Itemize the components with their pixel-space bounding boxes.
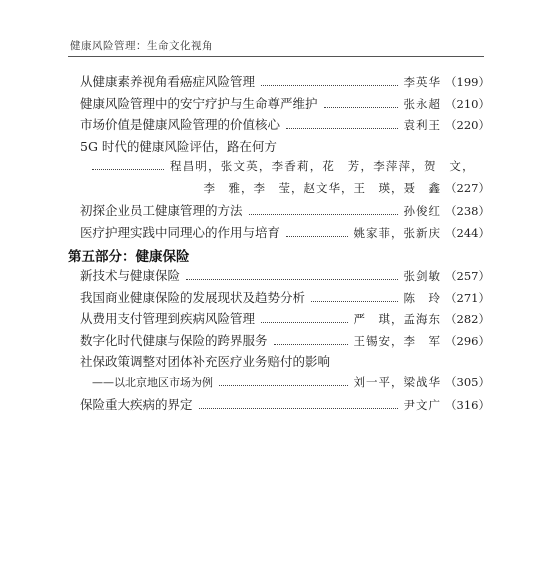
dot-leader bbox=[92, 159, 164, 170]
entry-title: 健康风险管理中的安宁疗护与生命尊严维护 bbox=[80, 95, 318, 111]
toc-entry[interactable] bbox=[68, 266, 490, 288]
entry-title: 从健康素养视角看癌症风险管理 bbox=[80, 74, 256, 89]
section-heading: 第五部分：健康保险 bbox=[68, 249, 190, 265]
toc-entry[interactable] bbox=[68, 288, 490, 310]
entry-page: （316） bbox=[445, 398, 490, 412]
toc-entry[interactable] bbox=[68, 94, 490, 116]
entry-page: （271） bbox=[445, 290, 490, 305]
toc-entry[interactable] bbox=[68, 352, 490, 374]
dot-leader bbox=[324, 97, 398, 108]
entry-subtitle: ——以北京地区市场为例 bbox=[92, 375, 213, 389]
entry-author: 王锡安，李 军 bbox=[353, 333, 442, 348]
dot-leader bbox=[286, 118, 398, 129]
toc-entry[interactable] bbox=[68, 115, 490, 137]
running-title: 健康风险管理：生命文化视角 bbox=[70, 40, 213, 52]
dot-leader bbox=[261, 75, 398, 86]
entry-author: 李英华 bbox=[403, 75, 442, 89]
entry-page: （238） bbox=[445, 204, 490, 218]
entry-title: 初探企业员工健康管理的方法 bbox=[80, 203, 243, 218]
entry-page: （199） bbox=[445, 75, 490, 89]
dot-leader bbox=[261, 312, 348, 323]
entry-author: 陈 玲 bbox=[403, 290, 442, 305]
entry-authors-line1: 程昌明，张文英，李香莉，花 芳，李萍萍，贺 文， bbox=[170, 159, 475, 173]
entry-author: 张剑敏 bbox=[403, 269, 442, 283]
entry-author: 袁利王 bbox=[403, 118, 442, 132]
entry-page: （210） bbox=[445, 96, 490, 111]
header-rule bbox=[68, 56, 484, 57]
entry-title: 医疗护理实践中同理心的作用与培育 bbox=[80, 224, 281, 240]
dot-leader bbox=[311, 291, 398, 302]
toc-entry-authors bbox=[68, 180, 490, 202]
entry-author: 张永超 bbox=[403, 96, 442, 111]
entry-page: （296） bbox=[445, 333, 490, 348]
toc-entry[interactable] bbox=[68, 223, 490, 245]
table-of-contents bbox=[68, 72, 490, 417]
toc-entry[interactable] bbox=[68, 331, 490, 353]
entry-page: （282） bbox=[445, 312, 490, 326]
dot-leader bbox=[249, 204, 398, 215]
entry-author: 孙俊红 bbox=[403, 204, 442, 218]
entry-author: 姚家菲，张新庆 bbox=[353, 225, 442, 240]
entry-title: 数字化时代健康与保险的跨界服务 bbox=[80, 332, 268, 348]
entry-author: 严 琪，孟海东 bbox=[353, 312, 442, 326]
toc-entry[interactable] bbox=[68, 395, 490, 417]
entry-title: 5G 时代的健康风险评估，路在何方 bbox=[80, 138, 277, 154]
toc-entry[interactable] bbox=[68, 72, 490, 94]
entry-title: 从费用支付管理到疾病风险管理 bbox=[80, 311, 256, 326]
entry-title: 保险重大疾病的界定 bbox=[80, 397, 193, 412]
dot-leader bbox=[199, 398, 398, 409]
entry-page: （220） bbox=[445, 118, 490, 132]
toc-entry-authors bbox=[68, 158, 490, 180]
entry-page: （305） bbox=[445, 374, 490, 389]
toc-entry[interactable] bbox=[68, 201, 490, 223]
entry-title: 我国商业健康保险的发展现状及趋势分析 bbox=[80, 289, 306, 305]
entry-page: （257） bbox=[445, 269, 490, 283]
entry-page: （244） bbox=[445, 225, 490, 240]
dot-leader bbox=[286, 226, 348, 237]
entry-title: 社保政策调整对团体补充医疗业务赔付的影响 bbox=[80, 354, 331, 369]
entry-page: （227） bbox=[445, 180, 490, 195]
dot-leader bbox=[219, 375, 348, 386]
entry-title: 新技术与健康保险 bbox=[80, 268, 181, 283]
entry-author: 尹文广 bbox=[403, 398, 442, 412]
entry-authors-line2: 李 雅，李 莹，赵文华，王 瑛，聂 鑫 bbox=[203, 180, 442, 195]
entry-author: 刘一平，梁战华 bbox=[353, 374, 442, 389]
entry-title: 市场价值是健康风险管理的价值核心 bbox=[80, 117, 281, 132]
dot-leader bbox=[186, 269, 398, 280]
dot-leader bbox=[274, 334, 348, 345]
toc-entry-subtitle bbox=[68, 374, 490, 396]
toc-entry[interactable] bbox=[68, 137, 490, 159]
toc-entry[interactable] bbox=[68, 309, 490, 331]
